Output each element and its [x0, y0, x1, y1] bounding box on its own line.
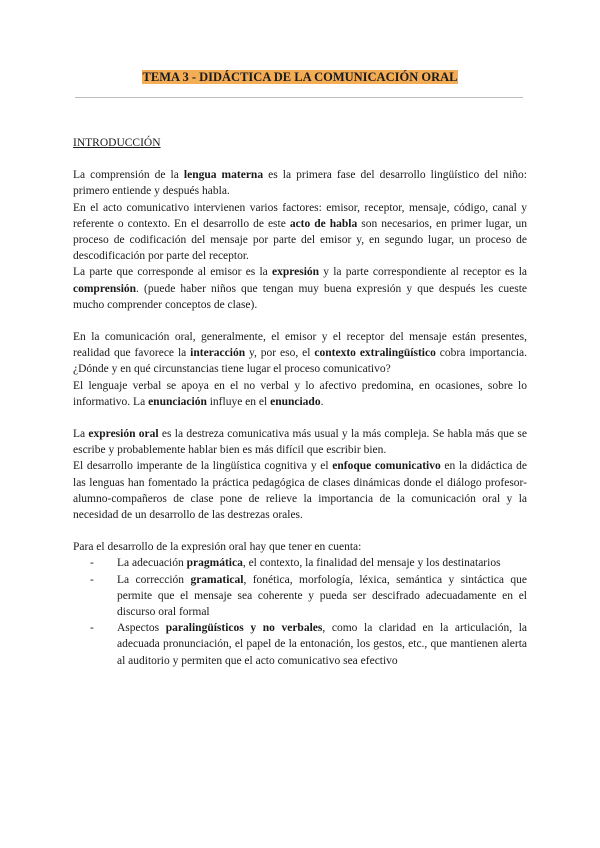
- list-item: - La corrección gramatical, fonética, morfología, léxica, semántica y sintáctica que permite que el mensaje sea coherente y pueda ser descifrado adecuadamente en el discurso oral formal: [117, 572, 527, 621]
- title-divider: [75, 97, 523, 98]
- section-heading: INTRODUCCIÓN: [73, 137, 161, 149]
- paragraph-6: La expresión oral es la destreza comunicativa más usual y la más compleja. Se habla más que se escribe y probablemente hablar bien es más difícil que escribir bien.: [73, 428, 527, 457]
- document-title: TEMA 3 - DIDÁCTICA DE LA COMUNICACIÓN ORAL: [142, 70, 458, 84]
- paragraph-8: Para el desarrollo de la expresión oral hay que tener en cuenta:: [73, 541, 362, 554]
- paragraph-1: La comprensión de la lengua materna es la primera fase del desarrollo lingüístico del niño: primero entiende y después habla.: [73, 169, 527, 198]
- paragraph-5: El lenguaje verbal se apoya en el no verbal y lo afectivo predomina, en ocasiones, sobre lo informativo. La enunciación influye en el enunciado.: [73, 379, 527, 408]
- considerations-list: [73, 555, 527, 668]
- paragraph-4: En la comunicación oral, generalmente, el emisor y el receptor del mensaje están presentes, realidad que favorece la interacción y, por eso, el contexto extralingüístico cobra importancia. ¿Dónde y en qué circunstancias tiene lugar el proceso comunicativo?: [73, 331, 528, 376]
- paragraph-3: La parte que corresponde al emisor es la expresión y la parte correspondiente al receptor es la comprensión. (puede haber niños que tengan muy buena expresión y que después les cueste mucho comprender conceptos de clase).: [73, 266, 527, 311]
- paragraph-2: En el acto comunicativo intervienen varios factores: emisor, receptor, mensaje, código, canal y referente o contexto. En el desarrollo de este acto de habla son necesarios, en primer lugar, un proceso de codificación del mensaje por parte del emisor y, en segundo lugar, un proceso de descodificación por parte del receptor.: [73, 201, 528, 263]
- document-body: [73, 135, 527, 669]
- list-item: - Aspectos paralingüísticos y no verbales, como la claridad en la articulación, la adecuada pronunciación, el papel de la entonación, los gestos, etc., que mantienen alerta al auditorio y permiten que el acto comunicativo sea efectivo: [117, 620, 527, 669]
- paragraph-7: El desarrollo imperante de la lingüística cognitiva y el enfoque comunicativo en la didáctica de las lenguas han fomentado la práctica pedagógica de clases dinámicas donde el diálogo profesor-alumno-compañeros de clase pone de relieve la importancia de la comunicación oral y la necesidad de un desarrollo de las destrezas orales.: [73, 460, 527, 522]
- list-item: - La adecuación pragmática, el contexto, la finalidad del mensaje y los destinatarios: [117, 555, 527, 571]
